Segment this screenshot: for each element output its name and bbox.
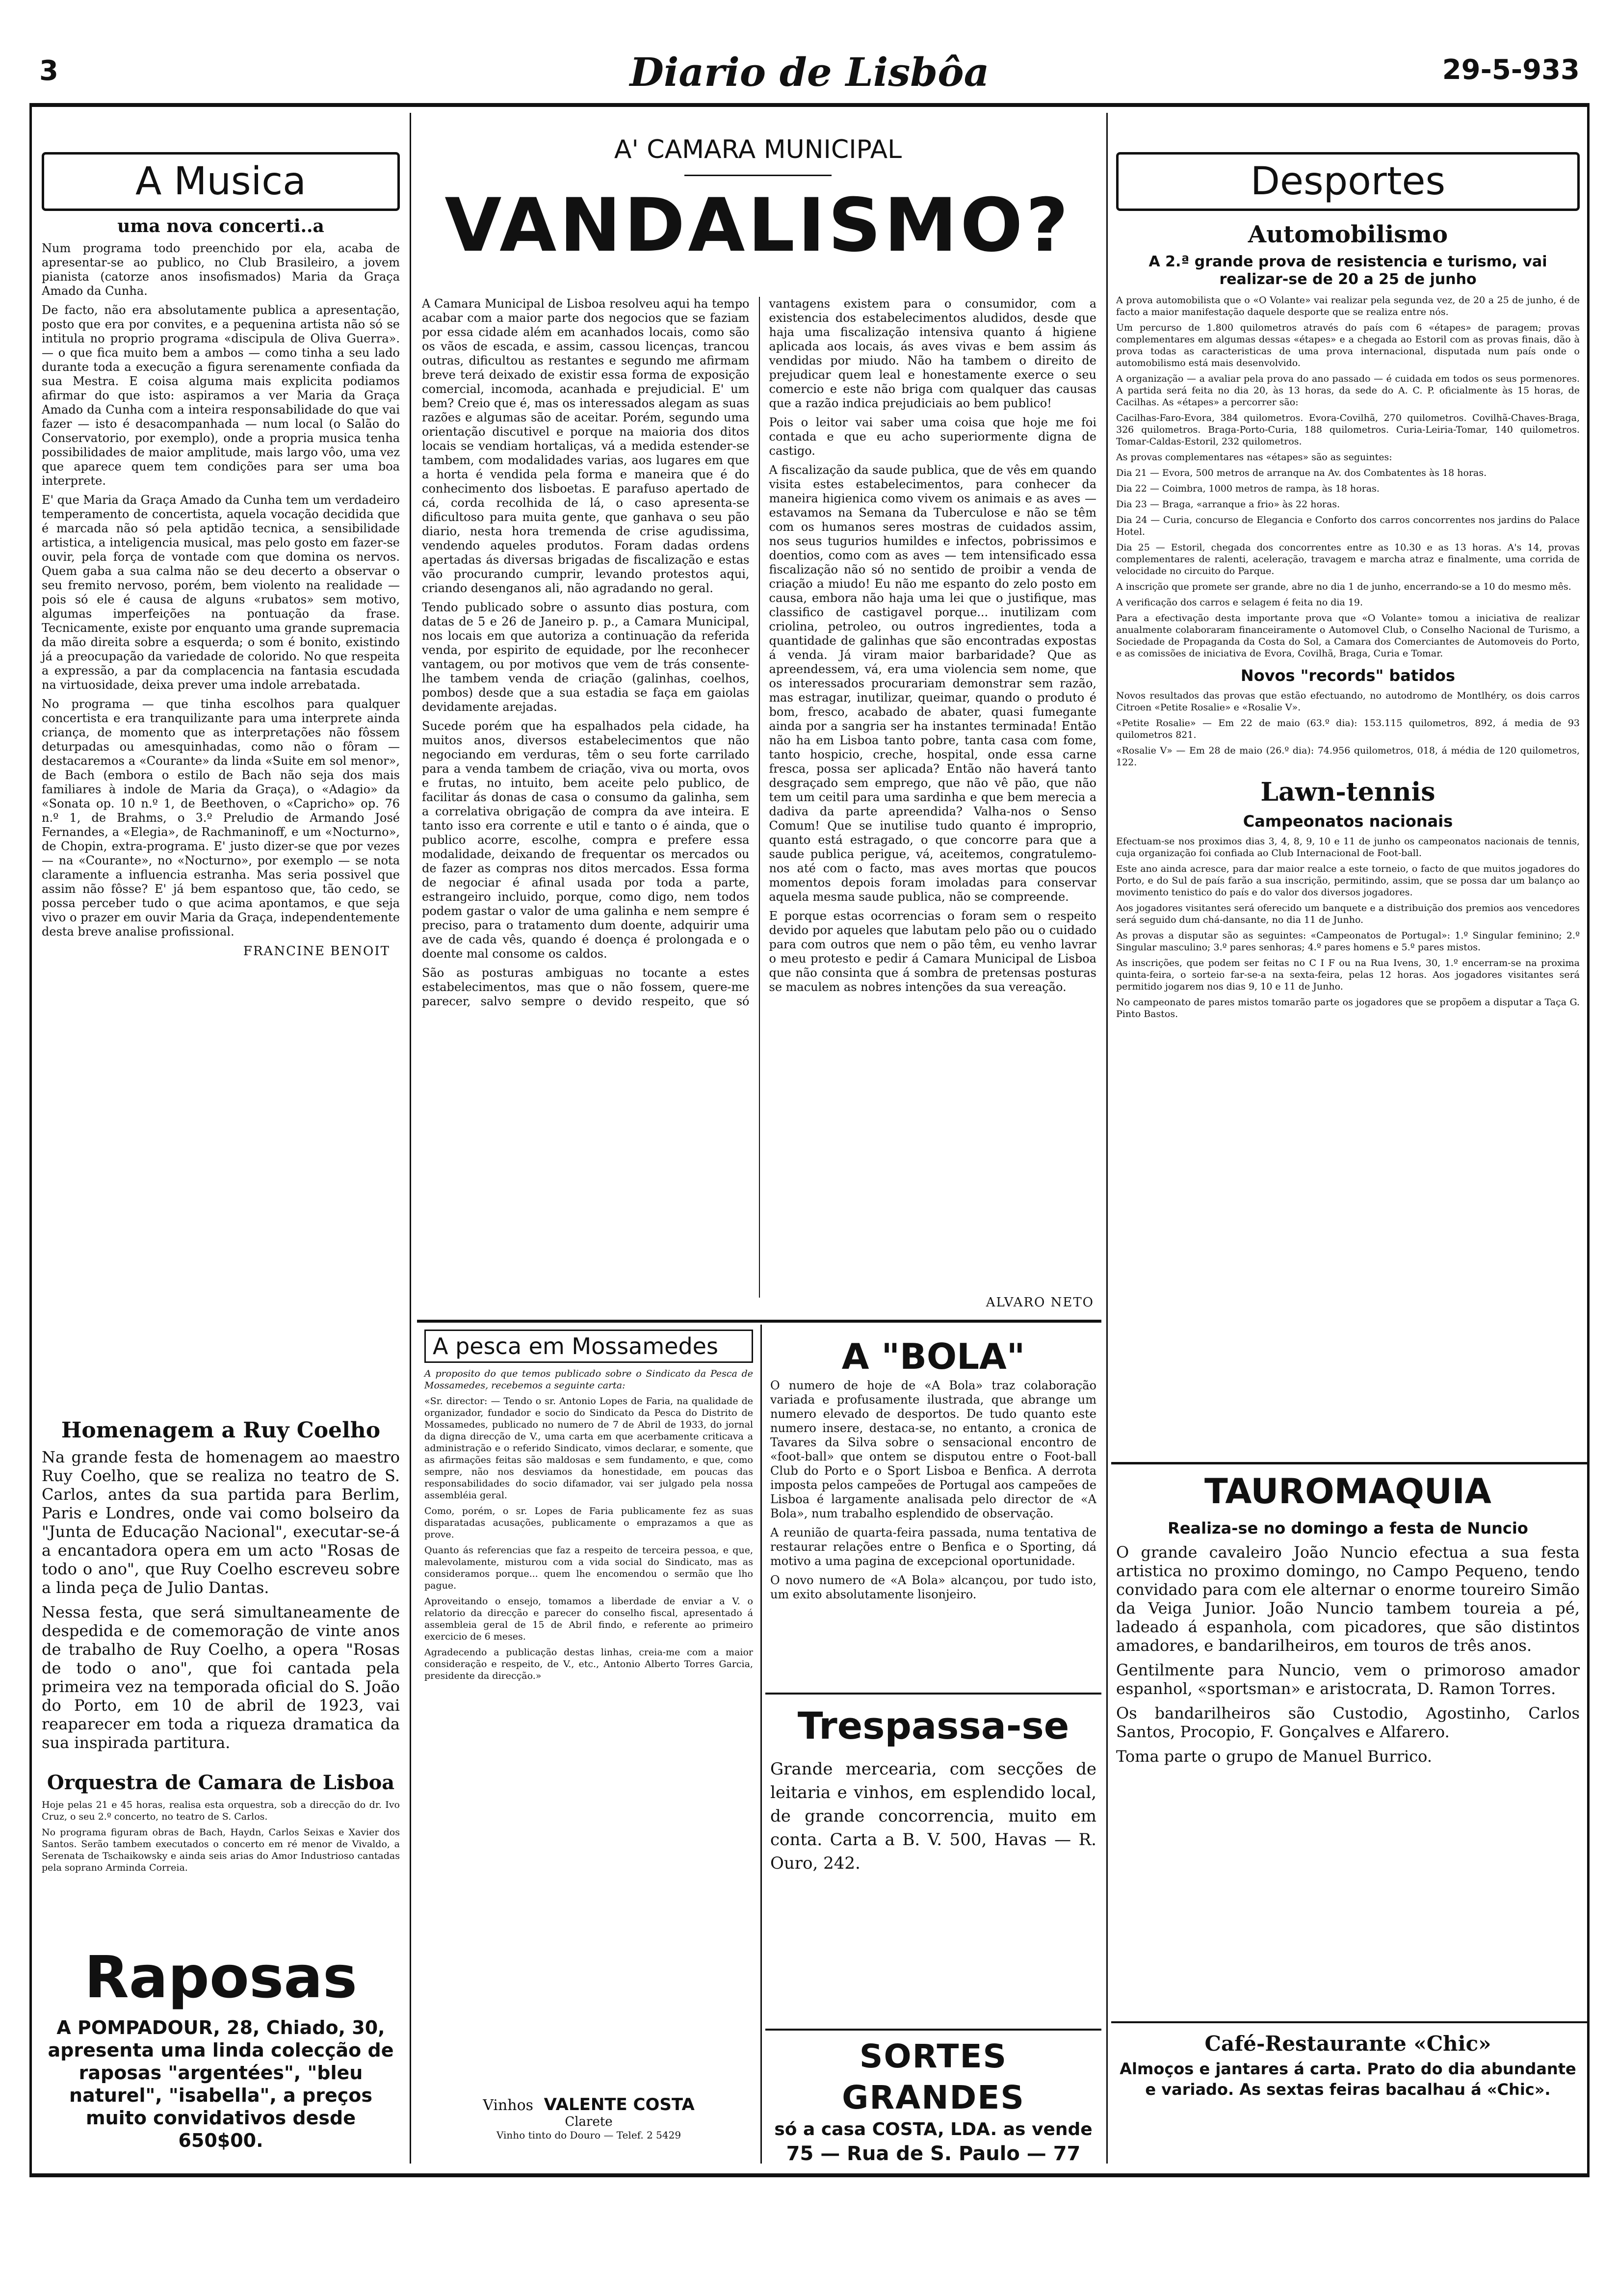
orquestra-title: Orquestra de Camara de Lisboa xyxy=(47,1771,395,1794)
vandalismo-body xyxy=(422,297,1096,1298)
tennis-paragraph: Aos jogadores visitantes será oferecido um banquete e a distribuição dos premios aos vencedores será seguido dum chá-dansante, no dia 11 de Junho. xyxy=(1116,903,1580,925)
valente-ad-brand: VALENTE COSTA xyxy=(544,2095,695,2114)
tennis-subtitle: Campeonatos nacionais xyxy=(1243,812,1453,831)
vandalismo-paragraph: Sucede porém que ha espalhados pela cidade, ha muitos anos, diversos estabelecimentos que não negociando em verduras, têm o seu forte carrilado para a venda tambem de criação, viva ou morta, ovos e frutas, no intuito, bem aceite pelo publico, de facilitar ás donas de casa o consumo da galinha, sem a correlativa obrigação de compra da ave inteira. E tanto isso era corrente e util e tanto o é ainda, que o publico acorre, escolhe, compra e prefere essa modalidade, deixando de frequentar os mercados ou de fazer as compras nos ditos mercados. Essa forma de negociar é afinal usada por toda a parte, estrangeiro incluido, porque, como digo, nem todos podem gastar o valor de uma galinha e nem sempre é preciso, para o tratamento dum doente, adquirir uma ave de cada vês, quando é doença é prolongada e o doente mal consome os caldos. xyxy=(422,719,750,961)
bola-paragraph: O novo numero de «A Bola» alcançou, por tudo isto, um exito absolutamente lisonjeiro. xyxy=(770,1573,1096,1601)
homenagem-paragraph: Na grande festa de homenagem ao maestro Ruy Coelho, que se realiza no teatro de S. Carlos, antes da sua partida para Berlim, Paris e Londres, onde vai como bolseiro da "Junta de Educação Nacional", executar-se-á a encantadora opera em um acto "Rosas de todo o ano", que Ruy Coelho escreveu sobre a linda peça de Julio Dantas. xyxy=(42,1448,400,1597)
music-paragraph: E' que Maria da Graça Amado da Cunha tem um verdadeiro temperamento de concertista, aquela vocação decidida que é marcada não só pela aptidão tecnica, a sensibilidade artistica, a inteligencia musical, mas pelo gosto em fazer-se ouvir, pela força de vontade com que domina os nervos. Quem gaba a sua calma não se deu decerto a observar o seu fremito nervoso, porém, bem violento na realidade — pois só ele é causa de alguns «rubatos» sem motivo, algumas imperfeições na pontuação da frase. Tecnicamente, existe por enquanto uma grande supremacia da mão direita sobre a esquerda; o som é bonito, existindo já a preocupação da variedade de colorido. No que respeita a expressão, a par da complacencia na fantasia escudada na virtuosidade, deixa prever uma indole arrebatada. xyxy=(42,493,400,692)
tauro-subtitle: Realiza-se no domingo a festa de Nuncio xyxy=(1168,1519,1528,1538)
records-paragraph: «Rosalie V» — Em 28 de maio (26.º dia): 74.956 quilometros, 018, á média de 120 quilometros, 122. xyxy=(1116,745,1580,768)
sortes-title: SORTES GRANDES xyxy=(842,2037,1025,2116)
center-divider xyxy=(417,1320,1101,1323)
center-subcol-sep xyxy=(760,1325,762,2164)
page-number: 3 xyxy=(39,55,58,87)
desportes-section xyxy=(1116,152,1580,1024)
cafe-divider xyxy=(1111,2021,1587,2023)
bola-paragraph: O numero de hoje de «A Bola» traz colaboração variada e profusamente ilustrada, que abrange um numero elevado de desportos. De tudo quanto este numero insere, destaca-se, no entanto, a cronica de Tavares da Silva sobre o sensacional encontro de «foot-ball» que ontem se disputou entre o Foot-ball Club do Porto e o Sport Lisboa e Benfica. A derrota imposta pelos campeões de Portugal aos campeões de Lisboa é largamente analisada pelo director de «A Bola», num trabalho esplendido de observação. xyxy=(770,1379,1096,1520)
tennis-paragraph: As inscrições, que podem ser feitas no C I F ou na Rua Ivens, 30, 1.º encerram-se na proxima quinta-feira, o sorteio far-se-a na sexta-feira, pelas 12 horas. Aos jogadores visitantes será permitido jogarem nos dias 9, 10 e 11 de Junho. xyxy=(1116,958,1580,992)
music-signature: FRANCINE BENOIT xyxy=(243,944,390,959)
pesca-paragraph: Como, porém, o sr. Lopes de Faria publicamente fez as suas disparatadas acusações, publicamente o emprazamos a que as prove. xyxy=(424,1506,753,1540)
vandalismo-paragraph: E porque estas ocorrencias o foram sem o respeito devido por aqueles que labutam pelo pão ou o cuidado para com outros que nem o pão têm, eu venho lavrar o meu protesto e pedir á Camara Municipal de Lisboa que não consinta que á sombra de pretensas posturas se maculem as nobres intenções da sua vereação. xyxy=(769,909,1096,994)
tennis-paragraph: As provas a disputar são as seguintes: «Campeonatos de Portugal»: 1.º Singular feminino; 2.º Singular masculino; 3.º pares senhoras; 4.º pares homens e 5.º pares mistos. xyxy=(1116,930,1580,953)
cafe-text: Almoços e jantares á carta. Prato do dia abundante e variado. As sextas feiras bacalhau á «Chic». xyxy=(1120,2060,1576,2099)
homenagem-title: Homenagem a Ruy Coelho xyxy=(61,1418,381,1443)
orquestra-paragraph: Hoje pelas 21 e 45 horas, realisa esta orquestra, sob a direcção do dr. Ivo Cruz, o seu 2.º concerto, no teatro de S. Carlos. xyxy=(42,1800,400,1822)
trespassa-divider xyxy=(765,2029,1101,2031)
tauro-paragraph: Gentilmente para Nuncio, vem o primoroso amador espanhol, «sportsman» e aristocrata, D. Ramon Torres. xyxy=(1116,1661,1580,1698)
auto-paragraph: A prova automobilista que o «O Volante» vai realizar pela segunda vez, de 20 a 25 de junho, é de facto a maior manifestação daquele desporte que se realiza entre nós. xyxy=(1116,295,1580,317)
col-sep-left xyxy=(410,113,411,2164)
auto-paragraph: Dia 25 — Estoril, chegada dos concorrentes entre as 10.30 e as 13 horas. A's 14, provas complementares de ralenti, aceleração, travagem e marcha atraz e finalmente, uma corrida de velocidade no circuito do Parque. xyxy=(1116,542,1580,576)
tauro-title: TAUROMAQUIA xyxy=(1204,1471,1491,1512)
tauro-paragraph: Os bandarilheiros são Custodio, Agostinho, Carlos Santos, Procopio, F. Gonçalves e Alfarero. xyxy=(1116,1704,1580,1741)
bola-section xyxy=(770,1334,1096,1607)
tennis-title: Lawn-tennis xyxy=(1260,777,1435,807)
pesca-intro: A proposito do que temos publicado sobre o Sindicato da Pesca de Mossamedes, recebemos a seguinte carta: xyxy=(424,1368,753,1391)
issue-date: 29-5-933 xyxy=(1442,54,1580,86)
auto-paragraph: Dia 24 — Curia, concurso de Elegancia e Conforto dos carros concorrentes nos jardins do Palace Hotel. xyxy=(1116,515,1580,537)
auto-paragraph: A inscrição que promete ser grande, abre no dia 1 de junho, encerrando-se a 10 do mesmo mês. xyxy=(1116,581,1571,592)
music-subtitle: uma nova concerti..a xyxy=(117,216,324,236)
raposas-ad xyxy=(42,1943,400,2152)
homenagem-section xyxy=(42,1413,400,1758)
orquestra-section xyxy=(42,1766,400,1878)
records-paragraph: «Petite Rosalie» — Em 22 de maio (63.º dia): 153.115 quilometros, 892, á media de 93 quilometros 821. xyxy=(1116,718,1580,740)
tennis-paragraph: Este ano ainda acresce, para dar maior realce a este torneio, o facto de que muitos jogadores do Porto, e do Sul de país farão a sua inscrição, permitindo, assim, que se possa dar um balanço ao movimento tenistico do país e do valor dos diversos jogadores. xyxy=(1116,863,1580,898)
valente-costa-ad xyxy=(424,2095,753,2141)
tauro-section xyxy=(1116,1469,1580,1772)
desportes-box-title: Desportes xyxy=(1116,152,1580,211)
vandalismo-paragraph: Tendo publicado sobre o assunto dias postura, com datas de 5 e 26 de Janeiro p. p., a Camara Municipal, nos locais em que autoriza a continuação da referida venda, por espirito de equidade, por lhe reconhecer vantagem, ou por motivos que vem de trás consente-lhe tambem venda de criação (galinhas, coelhos, pombos) desde que a sua estadia se faça em gaiolas devidamente arejadas. xyxy=(422,600,750,714)
trespassa-title: Trespassa-se xyxy=(797,1704,1069,1748)
pesca-paragraph: Aproveitando o ensejo, tomamos a liberdade de enviar a V. o relatorio da direcção e parecer do conselho fiscal, apresentado á assembleia geral de 15 de Abril findo, e referente ao primeiro exercicio de 6 meses. xyxy=(424,1596,753,1642)
auto-paragraph: As provas complementares nas «étapes» são as seguintes: xyxy=(1116,452,1392,463)
records-title: Novos "records" batidos xyxy=(1240,666,1456,685)
vandalismo-headline: VANDALISMO? xyxy=(444,183,1071,268)
vandalismo-kicker: A' CAMARA MUNICIPAL xyxy=(614,135,902,164)
frame-right xyxy=(1587,103,1590,2177)
music-section xyxy=(42,152,400,964)
valente-ad-line: Clarete xyxy=(565,2114,613,2129)
records-paragraph: Novos resultados das provas que estão efectuando, no autodromo de Montlhéry, os dois carros Citroen «Petite Rosalie» e «Rosalie V». xyxy=(1116,690,1580,713)
pesca-paragraph: Agradecendo a publicação destas linhas, creia-me com a maior consideração e respeito, de V., etc., Antonio Alberto Torres Garcia, presidente da direcção.» xyxy=(424,1647,753,1681)
music-paragraph: De facto, não era absolutamente publica a apresentação, posto que era por convites, e a pequenina artista não só se intitula no proprio programa «discipula de Oliva Guerra». — o que fica muito bem a ambos — como tinha a seu lado durante toda a execução a figura serenamente confiada da sua Mestra. E coisa alguma mais explicita podiamos afirmar do que isto: aspiramos a ver Maria da Graça Amado da Cunha com a inteira responsabilidade do que vai fazer — isto é desacompanhada — num local (o Salão do Conservatorio, por exemplo), onde a propria musica tenha possibilidades de maior amplitude, mais largo vôo, uma vez que aparece quem tem condições para ser uma boa interprete. xyxy=(42,303,400,488)
auto-paragraph: Cacilhas-Faro-Evora, 384 quilometros. Evora-Covilhã, 270 quilometros. Covilhã-Chaves-Braga, 326 quilometros. Braga-Porto-Curia, 188 quilometros. Curia-Leiria-Tomar, 140 quilometros. Tomar-Caldas-Estoril, 232 quilometros. xyxy=(1116,413,1580,447)
frame-top xyxy=(29,103,1590,107)
frame-left xyxy=(29,103,32,2177)
auto-paragraph: Dia 22 — Coimbra, 1000 metros de rampa, às 18 horas. xyxy=(1116,483,1380,494)
tennis-paragraph: Efectuam-se nos proximos dias 3, 4, 8, 9, 10 e 11 de junho os campeonatos nacionais de tennis, cuja organização foi confiada ao Club Internacional de Foot-ball. xyxy=(1116,836,1580,859)
vandalismo-paragraph: Pois o leitor vai saber uma coisa que hoje me foi contada e que eu acho superiormente digna de castigo. xyxy=(769,416,1096,458)
bola-paragraph: A reunião de quarta-feira passada, numa tentativa de restaurar relações entre o Benfica e o Sporting, dá motivo a uma pagina de excepcional oportunidade. xyxy=(770,1526,1096,1568)
sortes-line: 75 — Rua de S. Paulo — 77 xyxy=(786,2142,1081,2165)
tennis-paragraph: No campeonato de pares mistos tomarão parte os jogadores que se propõem a disputar a Taça G. Pinto Bastos. xyxy=(1116,997,1580,1019)
vandalismo-signature: ALVARO NETO xyxy=(986,1295,1094,1310)
pesca-paragraph: Quanto ás referencias que faz a respeito de terceira pessoa, e que, malevolamente, misturou com a vida social do Sindicato, mas as consideramos porque... quem lhe encomendou o sermão que lho pague. xyxy=(424,1545,753,1591)
music-box-title: A Musica xyxy=(42,152,400,211)
auto-title: Automobilismo xyxy=(1248,221,1448,248)
masthead xyxy=(29,49,1590,98)
music-paragraph: Num programa todo preenchido por ela, acaba de apresentar-se ao publico, no Club Brasileiro, a jovem pianista (catorze anos insofismados) Maria da Graça Amado da Cunha. xyxy=(42,241,400,298)
sortes-line: só a casa COSTA, LDA. as vende xyxy=(774,2119,1093,2139)
pesca-paragraph: «Sr. director: — Tendo o sr. Antonio Lopes de Faria, na qualidade de organizador, fundador e socio do Sindicato da Pesca do Distrito de Mossamedes, publicado no numero de 7 de Abril de 1933, do jornal da digna direcção de V., uma carta em que acerbamente criticava a administração e o referido Sindicato, vimos declarar, e somente, que as afirmações feitas são maldosas e sem fundamento, e que, como sempre, não nos desviamos da honestidade, em poucas das responsabilidades do socio difamador, vai ser julgado pela nossa assembléia geral. xyxy=(424,1396,753,1501)
auto-paragraph: A verificação dos carros e selagem é feita no dia 19. xyxy=(1116,597,1363,608)
pesca-section xyxy=(424,1330,753,1686)
auto-paragraph: A organização — a avaliar pela prova do ano passado — é cuidada em todos os seus pormenores. A partida será feita no dia 20, às 13 horas, da sede do A. C. P. oficialmente às 15 horas, de Cacilhas. As «étapes» a percorrer são: xyxy=(1116,373,1580,408)
trespassa-ad xyxy=(770,1702,1096,1875)
bola-divider xyxy=(765,1693,1101,1695)
cafe-title: Café-Restaurante «Chic» xyxy=(1204,2032,1491,2056)
raposas-text: A POMPADOUR, 28, Chiado, 30, apresenta uma linda colecção de raposas "argentées", "bleu naturel", "isabella", a preços muito convidativos desde 650$00. xyxy=(48,2017,394,2151)
auto-paragraph: Para a efectivação desta importante prova que «O Volante» tomou a iniciativa de realizar anualmente colaboraram financeiramente o Automovel Club, o Conselho Nacional de Turismo, a Sociedade de Propaganda da Costa do Sol, a Camara dos Comerciantes de Automoveis do Porto, e as comissões de iniciativa de Evora, Covilhã, Braga, Curia e Tomar. xyxy=(1116,613,1580,659)
raposas-title: Raposas xyxy=(84,1943,358,2011)
tauro-paragraph: Toma parte o grupo de Manuel Burrico. xyxy=(1116,1747,1433,1766)
cafe-chic-ad xyxy=(1116,2029,1580,2100)
trespassa-text: Grande mercearia, com secções de leitaria e vinhos, em esplendido local, de grande concorrencia, muito em conta. Carta a B. V. 500, Havas — R. Ouro, 242. xyxy=(770,1759,1096,1873)
valente-ad-prefix: Vinhos xyxy=(483,2097,534,2114)
auto-paragraph: Um percurso de 1.800 quilometros através do país com 6 «étapes» de paragem; provas complementares em algumas dessas «étapes» e a chegada ao Estoril com as provas finais, dão à prova todas as caracteristicas de uma prova internacional, disputada num país onde o automobilismo está mais desenvolvido. xyxy=(1116,322,1580,368)
kicker-rule xyxy=(684,175,832,176)
orquestra-paragraph: No programa figuram obras de Bach, Haydn, Carlos Seixas e Xavier dos Santos. Serão tambem executados o concerto em ré menor de Vivaldo, a Serenata de Tschaikowsky e ainda seis arias do Amor Industrioso cantadas pela soprano Arminda Correia. xyxy=(42,1827,400,1873)
tauro-divider xyxy=(1111,1462,1587,1464)
col-sep-right xyxy=(1106,113,1108,2164)
auto-paragraph: Dia 21 — Evora, 500 metros de arranque na Av. dos Combatentes às 18 horas. xyxy=(1116,468,1487,478)
homenagem-paragraph: Nessa festa, que será simultaneamente de despedida e de comemoração de vinte anos de trabalho de Ruy Coelho, a opera "Rosas de todo o ano", que foi cantada pela primeira vez na temporada oficial do S. João do Porto, em 10 de abril de 1923, vai reaparecer em toda a riqueza dramatica da sua inspirada partitura. xyxy=(42,1603,400,1752)
vandalismo-header xyxy=(417,132,1099,267)
frame-bottom xyxy=(29,2173,1590,2177)
auto-subtitle: A 2.ª grande prova de resistencia e turismo, vai realizar-se de 20 a 25 de junho xyxy=(1148,253,1547,288)
vandalismo-paragraph: São as posturas ambiguas no tocante a estes estabelecimentos, mas que o não fossem, quere-me parecer, salvo sempre o devido respeito, que só vantagens existem para o consumidor, com a existencia dos estabelecimentos aludidos, desde que haja uma fiscalização intensiva quanto á higiene aplicada aos locais, ás aves vivas e bem assim ás vendidas por miudo. Não ha tambem o direito de prejudicar quem leal e honestamente exerce o seu comercio e este não briga com qualquer das causas que a razão indica prejudiciais ao bem publico! xyxy=(422,297,1096,1008)
music-paragraph: No programa — que tinha escolhos para qualquer concertista e era tranquilizante para uma interprete ainda criança, de momento que as interpretações não fôssem deturpadas ou amesquinhadas, como não o fôram — destacaremos a «Courante» da linda «Suite em sol menor», de Bach (embora o estilo de Bach não seja dos mais familiares à indole de Maria da Graça), o «Adagio» da «Sonata op. 10 n.º 1, de Beethoven, o «Capricho» op. 76 n.º 1, de Brahms, o 3.º Preludio de Armando José Fernandes, a «Elegia», de Rachmaninoff, e um «Nocturno», de Chopin, extra-programa. E' justo dizer-se que por vezes — na «Courante», no «Nocturno», por exemplo — se nota claramente a influencia estranha. Mas seria possivel que assim não fôsse? E' já bem espantoso que, tão cedo, se possa perceber tudo o que acima apontamos, e que seja vivo o prazer em ouvir Maria da Graça, independentemente desta breve analise profissional. xyxy=(42,697,400,939)
auto-paragraph: Dia 23 — Braga, «arranque a frio» às 22 horas. xyxy=(1116,499,1340,510)
valente-ad-line: Vinho tinto do Douro — Telef. 2 5429 xyxy=(496,2129,681,2141)
newspaper-title: Diario de Lisbôa xyxy=(629,49,990,95)
vandalismo-paragraph: A Camara Municipal de Lisboa resolveu aqui ha tempo acabar com a maior parte dos negocios que se faziam por essa cidade além em acanhados locais, como são os vãos de escada, e assim, cassou licenças, trancou outras, dificultou as restantes e segundo me afirmam breve terá deixado de existir essa forma de exposição comercial, incomoda, acanhada e prejudicial. E' um bem? Creio que é, mas os interessados alegam as suas razões e algumas são de aceitar. Porém, segundo uma orientação discutivel e porque na maioria dos ditos locais se vendiam hortaliças, vá a medida estender-se tambem, com modalidades varias, aos lugares em que a horta é vendida pela forma e maneira que é do conhecimento dos lisboetas. E parafuso apertado de cá, corda recolhida de lá, o caso apresenta-se dificultoso para muita gente, que ganhava o seu pão diario, nesta hora tremenda de crise agudissima, vendendo aqueles produtos. Foram dadas ordens apertadas ás diversas brigadas de fiscalização e estas vão procurando cumprir, levando protestos aqui, criando desenganos ali, não agradando no geral. xyxy=(422,297,750,595)
pesca-title: A pesca em Mossamedes xyxy=(424,1330,753,1363)
tauro-paragraph: O grande cavaleiro João Nuncio efectua a sua festa artistica no proximo domingo, no Campo Pequeno, tendo convidado para com ele alternar o enorme toureiro Simão da Veiga Junior. João Nuncio tambem toureia a pé, ladeado á espanhola, com picadores, que são distintos amadores, e bandarilheiros, em touros de três anos. xyxy=(1116,1543,1580,1655)
bola-title: A "BOLA" xyxy=(841,1336,1025,1377)
vandalismo-paragraph: A fiscalização da saude publica, que de vês em quando visita estes estabelecimentos, para conhecer da maneira higienica como vivem os animais e as aves — estavamos na Semana da Tuberculose e não se têm com os humanos seres mostras de cuidados assim, nos seus tugurios humildes e infectos, pobrissimos e doentios, como com as aves — tem intensificado essa fiscalização não só no sentido de proibir a venda de criação a miudo! Eu não me espanto do zelo posto em causa, embora não haja uma lei que o justifique, mas classifico de castigavel porque... inutilizam com criolina, petroleo, ou outros ingredientes, toda a quantidade de galinhas que são encontradas expostas á venda. Já viram maior barbaridade? Que as apreendessem, vá, era uma violencia sem nome, que os interessados procurariam demonstrar sem razão, mas estragar, inutilizar, queimar, quando o produto é bom, fresco, acabado de abater, quasi fumegante ainda por a sangria ser ha instantes terminada! Então não ha em Lisboa tanto pobre, tanta casa com fome, tanto hospicio, creche, hospital, onde essa carne fresca, possa ser aplicada? Então não haverá tanto desgraçado sem emprego, que não vê pão, que não tem um ceitil para uma sardinha e que bem merecia a dadiva da parte apreendida? Valha-nos o Senso Comum! Que se inutilise tudo quanto é improprio, quanto está estragado, o que concorre para que a saude publica perigue, vá, aceitemos, congratulemo-nos até com o facto, mas aves mortas que poucos momentos depois foram imoladas para conservar aquela mesma saude publica, não se compreende. xyxy=(769,463,1096,904)
sortes-ad xyxy=(770,2036,1096,2166)
